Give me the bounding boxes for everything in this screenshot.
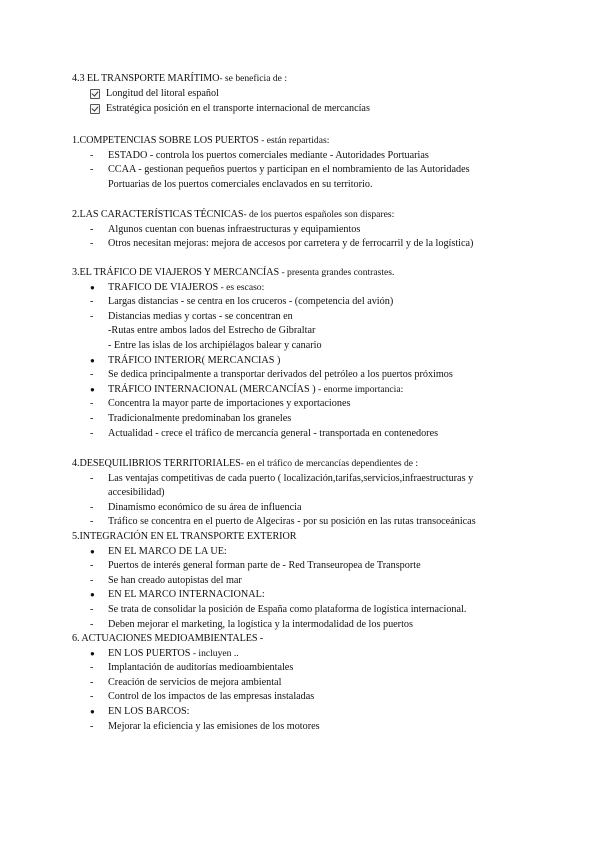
section-title — [72, 208, 542, 223]
dash-bullet: - — [90, 149, 94, 161]
section-traffic — [72, 266, 542, 441]
section-title — [72, 530, 542, 545]
checklist-item — [90, 102, 542, 118]
dash-bullet: - — [90, 603, 94, 615]
list-item-text: Se dedica principalmente a transportar derivados del petróleo a los puertos próximos — [108, 369, 453, 381]
bullet-heading: TRAFICO DE VIAJEROS — [108, 281, 219, 293]
bullet-item — [90, 383, 542, 398]
list-item — [90, 472, 542, 501]
section-title — [72, 632, 542, 647]
list-item-text: Actualidad - crece el tráfico de mercancía general - transportada en contenedores — [108, 427, 439, 439]
dash-bullet: - — [90, 676, 94, 688]
list-item — [90, 720, 542, 735]
section-heading: 2.LAS CARACTERÍSTICAS TÉCNICAS — [72, 209, 244, 220]
list-item-text: Se trata de consolidar la posición de España como plataforma de logística internacional. — [108, 603, 467, 615]
list-item — [90, 559, 542, 574]
section-heading: 4.3 EL TRANSPORTE MARÍTIMO — [72, 73, 220, 84]
dash-bullet: - — [90, 369, 94, 381]
list-item — [90, 412, 542, 427]
section-heading: 5.INTEGRACIÓN EN EL TRANSPORTE EXTERIOR — [72, 531, 297, 542]
bullet-dot: ● — [90, 706, 95, 716]
checklist-item-text: Longitud del litoral español — [106, 87, 219, 99]
bullet-dot: ● — [90, 590, 95, 600]
checkbox-icon — [90, 102, 106, 118]
list-item-text: Otros necesitan mejoras: mejora de accesos por carretera y de ferrocarril y de la logística) — [108, 238, 474, 250]
list-item — [90, 574, 542, 589]
section-title — [72, 134, 542, 149]
dash-bullet: - — [90, 238, 94, 250]
list-item-text: Se han creado autopistas del mar — [108, 574, 242, 586]
section-heading: 3.EL TRÁFICO DE VIAJEROS Y MERCANCÍAS — [72, 267, 280, 278]
dash-bullet: - — [90, 164, 94, 176]
list-item-text: Control de los impactos de las empresas instaladas — [108, 691, 315, 703]
dash-bullet: - — [90, 691, 94, 703]
list-item-text: CCAA - gestionan pequeños puertos y participan en el nombramiento de las Autoridades Portuarias de los puertos comerciales enclavados en su territorio. — [108, 164, 470, 190]
bullet-dot: ● — [90, 546, 95, 556]
list-item — [90, 501, 542, 516]
section-maritime-transport — [72, 72, 542, 118]
section-territorial-imbalances — [72, 457, 542, 530]
list-item-text: Tráfico se concentra en el puerto de Algeciras - por su posición en las rutas transoceánicas — [108, 516, 476, 528]
sub-item — [108, 339, 542, 354]
section-subtitle: - se beneficia de : — [219, 73, 287, 84]
section-heading: 6. ACTUACIONES MEDIOAMBIENTALES - — [72, 633, 264, 644]
sub-item-text: - Entre las islas de los archipiélagos balear y canario — [108, 339, 322, 351]
section-technical-characteristics — [72, 208, 542, 252]
bullet-dot: ● — [90, 648, 95, 658]
section-title — [72, 266, 542, 281]
list-item — [90, 295, 542, 310]
list-item-text: Puertos de interés general forman parte de - Red Transeuropea de Transporte — [108, 560, 421, 572]
section-heading: 4.DESEQUILIBRIOS TERRITORIALES — [72, 458, 241, 469]
section-subtitle: - están repartidas: — [258, 135, 330, 146]
bullet-dot: ● — [90, 384, 95, 394]
section-subtitle: - en el tráfico de mercancías dependientes de : — [240, 458, 419, 469]
checklist-item — [90, 87, 542, 103]
list-item-text: Largas distancias - se centra en los cruceros - (competencia del avión) — [108, 296, 394, 308]
section-title — [72, 72, 542, 87]
list-item-text: Deben mejorar el marketing, la logística y la intermodalidad de los puertos — [108, 618, 413, 630]
list-item-text: Las ventajas competitivas de cada puerto ( localización,tarifas,servicios,infraestructuras y accesibilidad) — [108, 472, 474, 499]
list-item — [90, 163, 542, 192]
bullet-item — [90, 354, 542, 369]
dash-bullet: - — [90, 618, 94, 630]
list-item — [90, 618, 542, 633]
list-item-text: Algunos cuentan con buenas infraestructuras y equipamientos — [108, 223, 361, 235]
section-subtitle: - de los puertos españoles son dispares: — [243, 209, 395, 220]
list-item — [90, 310, 542, 325]
list-item-text: ESTADO - controla los puertos comerciales mediante - Autoridades Portuarias — [108, 149, 429, 161]
bullet-heading: EN EL MARCO INTERNACIONAL: — [108, 589, 265, 601]
section-environmental-actions — [72, 632, 542, 734]
checklist-item-text: Estratégica posición en el transporte internacional de mercancías — [106, 103, 370, 115]
checkbox-icon — [90, 87, 106, 103]
list-item — [90, 515, 542, 530]
list-item — [90, 237, 542, 252]
dash-bullet: - — [90, 574, 94, 586]
dash-bullet: - — [90, 516, 94, 528]
dash-bullet: - — [90, 427, 94, 439]
dash-bullet: - — [90, 398, 94, 410]
list-item — [90, 427, 542, 442]
list-item — [90, 690, 542, 705]
list-item-text: Implantación de auditorías medioambientales — [108, 662, 294, 674]
dash-bullet: - — [90, 412, 94, 424]
list-item-text: Dinamismo económico de su área de influencia — [108, 501, 302, 513]
list-item — [90, 149, 542, 164]
dash-bullet: - — [90, 223, 94, 235]
bullet-heading: TRÁFICO INTERIOR( MERCANCIAS ) — [108, 354, 281, 366]
dash-bullet: - — [90, 472, 94, 484]
section-subtitle: - presenta grandes contrastes. — [279, 267, 395, 278]
dash-bullet: - — [90, 296, 94, 308]
dash-bullet: - — [90, 501, 94, 513]
section-title — [72, 457, 542, 472]
section-port-competences — [72, 134, 542, 192]
bullet-dot: ● — [90, 282, 95, 292]
list-item-text: Concentra la mayor parte de importaciones y exportaciones — [108, 398, 351, 410]
dash-bullet: - — [90, 560, 94, 572]
list-item-text: Creación de servicios de mejora ambiental — [108, 676, 282, 688]
list-item — [90, 368, 542, 383]
bullet-item — [90, 281, 542, 296]
list-item — [90, 661, 542, 676]
dash-bullet: - — [90, 662, 94, 674]
dash-bullet: - — [90, 310, 94, 322]
list-item — [90, 223, 542, 238]
bullet-heading: EN EL MARCO DE LA UE: — [108, 545, 227, 557]
bullet-heading: TRÁFICO INTERNACIONAL (MERCANCÍAS ) — [108, 383, 316, 395]
bullet-note: - enorme importancia: — [315, 383, 404, 395]
bullet-item — [90, 588, 542, 603]
bullet-heading: EN LOS BARCOS: — [108, 705, 190, 717]
list-item — [90, 603, 542, 618]
section-heading: 1.COMPETENCIAS SOBRE LOS PUERTOS — [72, 135, 259, 146]
bullet-heading: EN LOS PUERTOS — [108, 647, 191, 659]
list-item-text: Mejorar la eficiencia y las emisiones de los motores — [108, 720, 320, 732]
section-external-integration — [72, 530, 542, 632]
bullet-item — [90, 705, 542, 720]
list-item — [90, 397, 542, 412]
bullet-dot: ● — [90, 355, 95, 365]
list-item — [90, 676, 542, 691]
bullet-item — [90, 545, 542, 560]
list-item-text: Tradicionalmente predominaban los graneles — [108, 412, 292, 424]
list-item-text: Distancias medias y cortas - se concentran en — [108, 310, 293, 322]
bullet-item — [90, 647, 542, 662]
sub-item — [108, 324, 542, 339]
bullet-note: - es escaso: — [218, 281, 265, 293]
bullet-note: - incluyen .. — [190, 647, 239, 659]
dash-bullet: - — [90, 720, 94, 732]
sub-item-text: -Rutas entre ambos lados del Estrecho de Gibraltar — [108, 325, 316, 337]
